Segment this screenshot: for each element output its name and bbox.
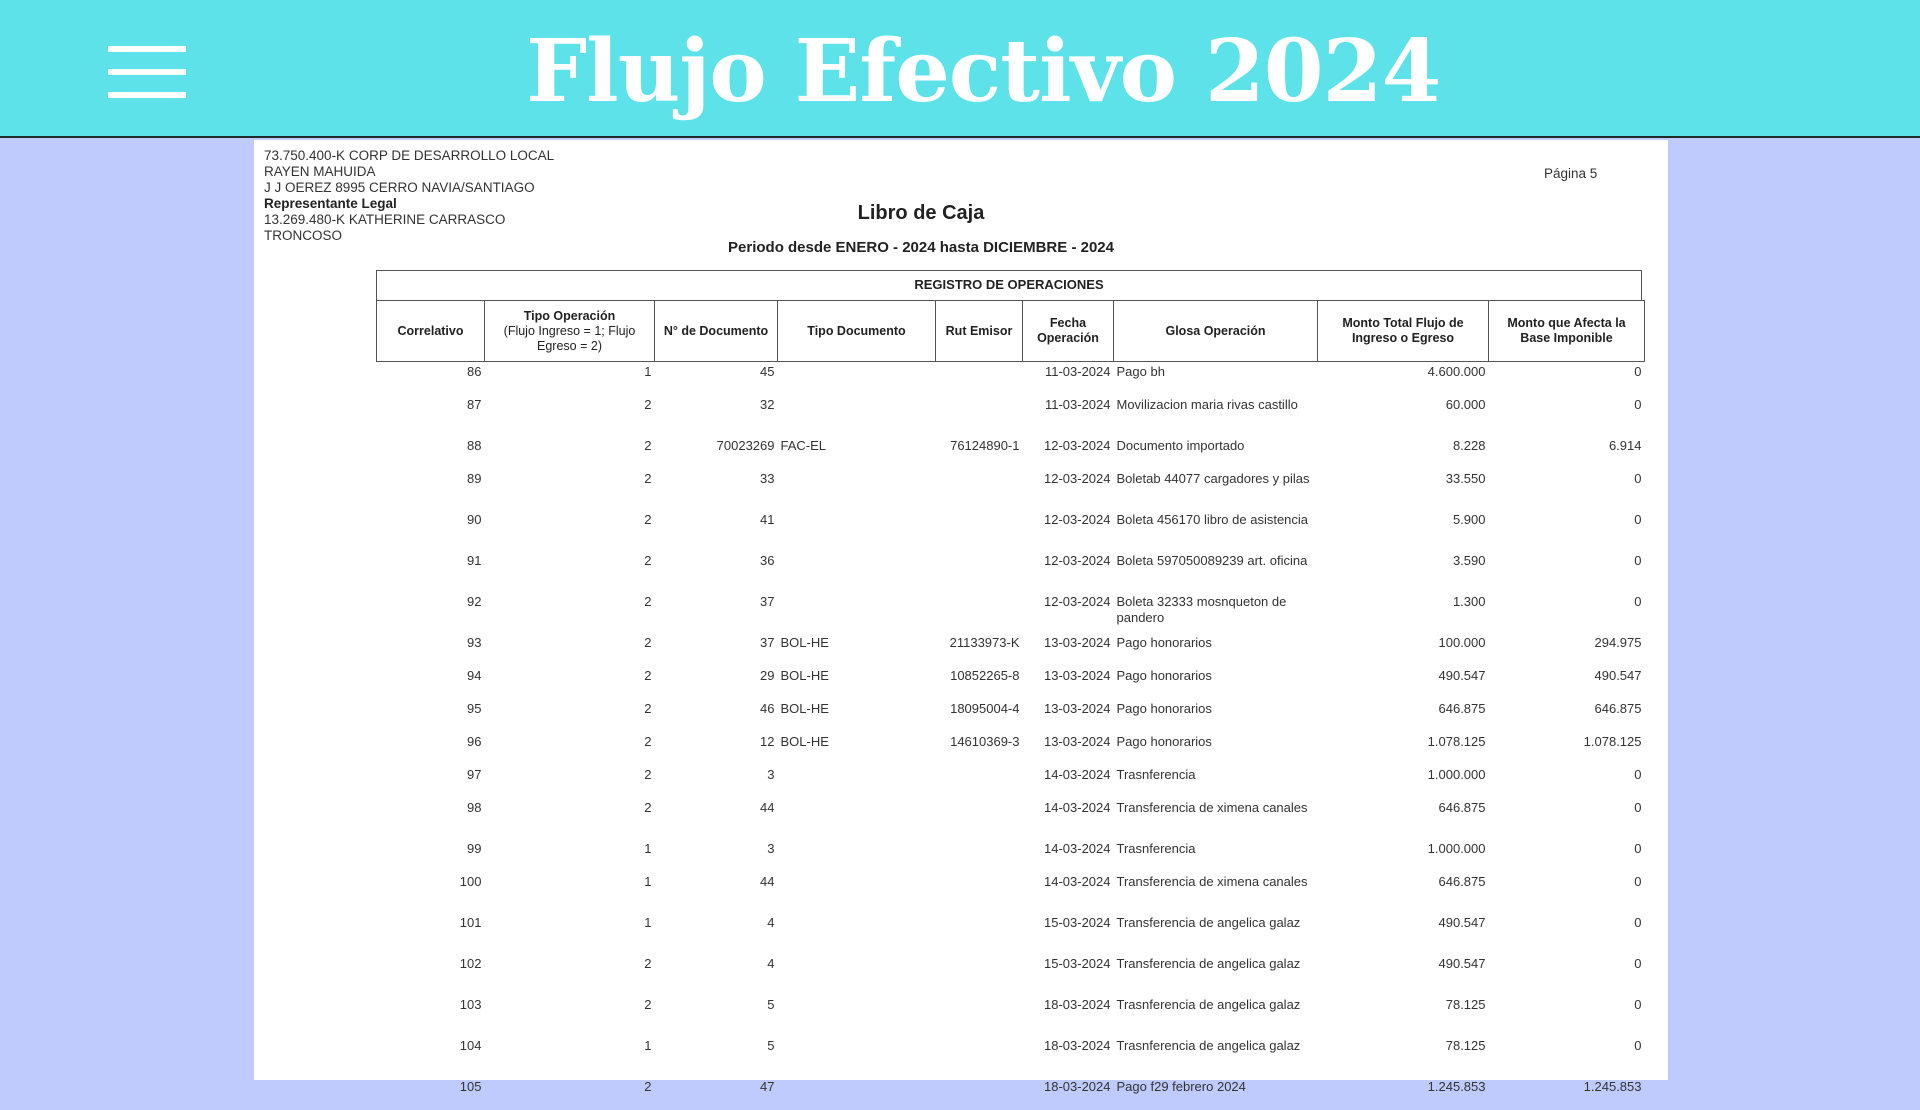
- cell-tipo-documento: [778, 913, 936, 954]
- cell-tipo-operacion: 1: [485, 1036, 655, 1077]
- cell-tipo-documento: [778, 839, 936, 872]
- cell-glosa-operacion: Pago f29 febrero 2024: [1114, 1077, 1318, 1110]
- table-row: [377, 765, 1645, 798]
- cell-monto-total: 1.078.125: [1318, 732, 1489, 765]
- col-n-documento: N° de Documento: [655, 301, 778, 362]
- cell-glosa-operacion: Movilizacion maria rivas castillo: [1114, 395, 1318, 436]
- cell-rut-emisor: 18095004-4: [936, 699, 1023, 732]
- cell-tipo-operacion: 1: [485, 872, 655, 913]
- cell-correlativo: 95: [377, 699, 485, 732]
- table-row: [377, 633, 1645, 666]
- cell-fecha-operacion: 12-03-2024: [1023, 510, 1114, 551]
- cell-correlativo: 102: [377, 954, 485, 995]
- legal-rep-line: TRONCOSO: [264, 228, 554, 244]
- cell-rut-emisor: 10852265-8: [936, 666, 1023, 699]
- cell-rut-emisor: [936, 839, 1023, 872]
- cell-glosa-operacion: Boleta 32333 mosnqueton de pandero: [1114, 592, 1318, 633]
- cell-tipo-documento: [778, 362, 936, 396]
- cell-glosa-operacion: Pago bh: [1114, 362, 1318, 396]
- cell-correlativo: 105: [377, 1077, 485, 1110]
- cell-rut-emisor: [936, 395, 1023, 436]
- cell-fecha-operacion: 18-03-2024: [1023, 1036, 1114, 1077]
- cell-tipo-operacion: 2: [485, 551, 655, 592]
- cell-glosa-operacion: Transferencia de ximena canales: [1114, 798, 1318, 839]
- cell-glosa-operacion: Trasnferencia de angelica galaz: [1114, 995, 1318, 1036]
- cell-rut-emisor: [936, 362, 1023, 396]
- cell-monto-total: 3.590: [1318, 551, 1489, 592]
- cell-correlativo: 88: [377, 436, 485, 469]
- col-correlativo: Correlativo: [377, 301, 485, 362]
- cell-rut-emisor: [936, 551, 1023, 592]
- table-body: [377, 362, 1645, 1110]
- cell-base-imponible: 0: [1489, 395, 1645, 436]
- table-row: [377, 551, 1645, 592]
- cell-rut-emisor: [936, 954, 1023, 995]
- cell-correlativo: 87: [377, 395, 485, 436]
- col-glosa-operacion: Glosa Operación: [1114, 301, 1318, 362]
- cell-n-documento: 29: [655, 666, 778, 699]
- col-monto-total: Monto Total Flujo de Ingreso o Egreso: [1318, 301, 1489, 362]
- cell-glosa-operacion: Boleta 456170 libro de asistencia: [1114, 510, 1318, 551]
- menu-bar: [108, 46, 186, 52]
- cell-n-documento: 41: [655, 510, 778, 551]
- cell-tipo-operacion: 1: [485, 839, 655, 872]
- col-rut-emisor: Rut Emisor: [936, 301, 1023, 362]
- cell-glosa-operacion: Boleta 597050089239 art. oficina: [1114, 551, 1318, 592]
- cell-monto-total: 490.547: [1318, 954, 1489, 995]
- cell-glosa-operacion: Trasnferencia: [1114, 765, 1318, 798]
- cell-base-imponible: 0: [1489, 510, 1645, 551]
- cell-tipo-documento: FAC-EL: [778, 436, 936, 469]
- cell-monto-total: 100.000: [1318, 633, 1489, 666]
- cell-fecha-operacion: 14-03-2024: [1023, 798, 1114, 839]
- cell-correlativo: 91: [377, 551, 485, 592]
- cell-base-imponible: 490.547: [1489, 666, 1645, 699]
- col-tipo-operacion-label: Tipo Operación: [487, 309, 652, 324]
- app-header: [0, 0, 1920, 138]
- cell-tipo-operacion: 2: [485, 699, 655, 732]
- cell-fecha-operacion: 15-03-2024: [1023, 954, 1114, 995]
- cell-tipo-operacion: 2: [485, 954, 655, 995]
- cell-base-imponible: 0: [1489, 995, 1645, 1036]
- cell-base-imponible: 0: [1489, 872, 1645, 913]
- table-row: [377, 872, 1645, 913]
- cell-tipo-documento: [778, 765, 936, 798]
- cell-n-documento: 3: [655, 765, 778, 798]
- cell-tipo-documento: [778, 954, 936, 995]
- section-title: REGISTRO DE OPERACIONES: [376, 270, 1642, 300]
- cell-n-documento: 45: [655, 362, 778, 396]
- cell-correlativo: 96: [377, 732, 485, 765]
- cell-fecha-operacion: 18-03-2024: [1023, 995, 1114, 1036]
- cell-fecha-operacion: 13-03-2024: [1023, 633, 1114, 666]
- menu-bar: [108, 69, 186, 75]
- menu-bar: [108, 92, 186, 98]
- table-row: [377, 436, 1645, 469]
- cell-tipo-documento: [778, 469, 936, 510]
- cell-n-documento: 46: [655, 699, 778, 732]
- table-row: [377, 839, 1645, 872]
- cell-base-imponible: 0: [1489, 954, 1645, 995]
- cell-tipo-documento: [778, 798, 936, 839]
- cell-tipo-operacion: 2: [485, 510, 655, 551]
- cell-monto-total: 60.000: [1318, 395, 1489, 436]
- cell-correlativo: 104: [377, 1036, 485, 1077]
- cell-fecha-operacion: 12-03-2024: [1023, 592, 1114, 633]
- cell-rut-emisor: [936, 510, 1023, 551]
- cell-tipo-documento: [778, 395, 936, 436]
- cell-rut-emisor: [936, 872, 1023, 913]
- cell-n-documento: 4: [655, 913, 778, 954]
- table-row: [377, 362, 1645, 396]
- cell-correlativo: 86: [377, 362, 485, 396]
- cell-correlativo: 99: [377, 839, 485, 872]
- cell-correlativo: 97: [377, 765, 485, 798]
- cell-tipo-documento: BOL-HE: [778, 732, 936, 765]
- cell-glosa-operacion: Pago honorarios: [1114, 732, 1318, 765]
- cell-rut-emisor: [936, 1036, 1023, 1077]
- cell-base-imponible: 0: [1489, 839, 1645, 872]
- cell-base-imponible: 0: [1489, 551, 1645, 592]
- cell-base-imponible: 6.914: [1489, 436, 1645, 469]
- cell-fecha-operacion: 13-03-2024: [1023, 699, 1114, 732]
- cell-base-imponible: 294.975: [1489, 633, 1645, 666]
- cell-monto-total: 490.547: [1318, 666, 1489, 699]
- document-period: Periodo desde ENERO - 2024 hasta DICIEMBRE - 2024: [254, 239, 1588, 256]
- cell-base-imponible: 0: [1489, 798, 1645, 839]
- cell-glosa-operacion: Trasnferencia de angelica galaz: [1114, 1036, 1318, 1077]
- cell-tipo-operacion: 2: [485, 592, 655, 633]
- cell-glosa-operacion: Transferencia de ximena canales: [1114, 872, 1318, 913]
- company-info: [264, 148, 554, 244]
- cell-monto-total: 78.125: [1318, 1036, 1489, 1077]
- table-row: [377, 469, 1645, 510]
- company-line: RAYEN MAHUIDA: [264, 164, 554, 180]
- cell-fecha-operacion: 11-03-2024: [1023, 395, 1114, 436]
- table-row: [377, 954, 1645, 995]
- cell-base-imponible: 1.245.853: [1489, 1077, 1645, 1110]
- cell-base-imponible: 0: [1489, 1036, 1645, 1077]
- table-row: [377, 798, 1645, 839]
- cell-glosa-operacion: Pago honorarios: [1114, 633, 1318, 666]
- cell-monto-total: 8.228: [1318, 436, 1489, 469]
- table-row: [377, 699, 1645, 732]
- cell-monto-total: 646.875: [1318, 699, 1489, 732]
- cell-n-documento: 5: [655, 1036, 778, 1077]
- cell-tipo-operacion: 2: [485, 633, 655, 666]
- cell-glosa-operacion: Pago honorarios: [1114, 666, 1318, 699]
- cell-rut-emisor: [936, 469, 1023, 510]
- cell-fecha-operacion: 12-03-2024: [1023, 436, 1114, 469]
- cell-rut-emisor: [936, 592, 1023, 633]
- cell-correlativo: 93: [377, 633, 485, 666]
- cell-correlativo: 103: [377, 995, 485, 1036]
- cell-base-imponible: 646.875: [1489, 699, 1645, 732]
- cell-n-documento: 3: [655, 839, 778, 872]
- legal-rep-line: 13.269.480-K KATHERINE CARRASCO: [264, 212, 554, 228]
- cell-tipo-operacion: 2: [485, 395, 655, 436]
- cell-glosa-operacion: Pago honorarios: [1114, 699, 1318, 732]
- cell-monto-total: 490.547: [1318, 913, 1489, 954]
- cell-monto-total: 5.900: [1318, 510, 1489, 551]
- cell-tipo-operacion: 2: [485, 765, 655, 798]
- cell-tipo-operacion: 1: [485, 362, 655, 396]
- cell-n-documento: 37: [655, 592, 778, 633]
- cell-monto-total: 646.875: [1318, 872, 1489, 913]
- cell-tipo-operacion: 1: [485, 913, 655, 954]
- cell-fecha-operacion: 14-03-2024: [1023, 872, 1114, 913]
- table-row: [377, 1036, 1645, 1077]
- cell-tipo-documento: [778, 510, 936, 551]
- cell-base-imponible: 1.078.125: [1489, 732, 1645, 765]
- cell-tipo-operacion: 2: [485, 1077, 655, 1110]
- cell-tipo-documento: [778, 592, 936, 633]
- table-row: [377, 732, 1645, 765]
- cell-base-imponible: 0: [1489, 592, 1645, 633]
- cell-n-documento: 44: [655, 872, 778, 913]
- legal-rep-label: Representante Legal: [264, 196, 554, 212]
- cell-tipo-documento: [778, 1077, 936, 1110]
- cell-tipo-operacion: 2: [485, 732, 655, 765]
- company-line: J J OEREZ 8995 CERRO NAVIA/SANTIAGO: [264, 180, 554, 196]
- cell-rut-emisor: [936, 798, 1023, 839]
- table-row: [377, 395, 1645, 436]
- cell-monto-total: 646.875: [1318, 798, 1489, 839]
- cell-rut-emisor: [936, 913, 1023, 954]
- cell-tipo-documento: [778, 872, 936, 913]
- cell-fecha-operacion: 12-03-2024: [1023, 551, 1114, 592]
- cell-base-imponible: 0: [1489, 765, 1645, 798]
- document-title: Libro de Caja: [254, 202, 1588, 225]
- col-tipo-operacion-sub: (Flujo Ingreso = 1; Flujo Egreso = 2): [487, 324, 652, 354]
- table-row: [377, 510, 1645, 551]
- cell-fecha-operacion: 14-03-2024: [1023, 839, 1114, 872]
- table-row: [377, 995, 1645, 1036]
- table-row: [377, 592, 1645, 633]
- cell-fecha-operacion: 14-03-2024: [1023, 765, 1114, 798]
- cell-n-documento: 36: [655, 551, 778, 592]
- cell-monto-total: 1.000.000: [1318, 839, 1489, 872]
- cell-monto-total: 1.245.853: [1318, 1077, 1489, 1110]
- cell-tipo-operacion: 2: [485, 469, 655, 510]
- col-base-imponible: Monto que Afecta la Base Imponible: [1489, 301, 1645, 362]
- cell-glosa-operacion: Documento importado: [1114, 436, 1318, 469]
- cell-tipo-operacion: 2: [485, 798, 655, 839]
- table-row: [377, 666, 1645, 699]
- cell-glosa-operacion: Boletab 44077 cargadores y pilas: [1114, 469, 1318, 510]
- page-number: Página 5: [1544, 166, 1597, 181]
- cell-base-imponible: 0: [1489, 913, 1645, 954]
- cell-fecha-operacion: 15-03-2024: [1023, 913, 1114, 954]
- cell-glosa-operacion: Transferencia de angelica galaz: [1114, 954, 1318, 995]
- cell-n-documento: 5: [655, 995, 778, 1036]
- company-line: 73.750.400-K CORP DE DESARROLLO LOCAL: [264, 148, 554, 164]
- cell-tipo-documento: [778, 1036, 936, 1077]
- cell-glosa-operacion: Transferencia de angelica galaz: [1114, 913, 1318, 954]
- cell-tipo-operacion: 2: [485, 666, 655, 699]
- cell-correlativo: 100: [377, 872, 485, 913]
- cell-rut-emisor: 76124890-1: [936, 436, 1023, 469]
- cell-tipo-operacion: 2: [485, 995, 655, 1036]
- cell-monto-total: 1.300: [1318, 592, 1489, 633]
- cell-n-documento: 37: [655, 633, 778, 666]
- operations-table: [376, 300, 1645, 1110]
- cell-glosa-operacion: Trasnferencia: [1114, 839, 1318, 872]
- cell-n-documento: 44: [655, 798, 778, 839]
- cell-n-documento: 4: [655, 954, 778, 995]
- cell-correlativo: 92: [377, 592, 485, 633]
- document-page[interactable]: [254, 140, 1668, 1080]
- cell-fecha-operacion: 13-03-2024: [1023, 666, 1114, 699]
- cell-rut-emisor: [936, 765, 1023, 798]
- cell-tipo-documento: BOL-HE: [778, 666, 936, 699]
- cell-n-documento: 33: [655, 469, 778, 510]
- page-title: Flujo Efectivo 2024: [526, 22, 1426, 122]
- cell-base-imponible: 0: [1489, 362, 1645, 396]
- cell-correlativo: 89: [377, 469, 485, 510]
- cell-n-documento: 12: [655, 732, 778, 765]
- cell-correlativo: 98: [377, 798, 485, 839]
- cell-fecha-operacion: 12-03-2024: [1023, 469, 1114, 510]
- cell-monto-total: 33.550: [1318, 469, 1489, 510]
- cell-rut-emisor: 14610369-3: [936, 732, 1023, 765]
- col-tipo-operacion: [485, 301, 655, 362]
- cell-fecha-operacion: 18-03-2024: [1023, 1077, 1114, 1110]
- col-tipo-documento: Tipo Documento: [778, 301, 936, 362]
- cell-rut-emisor: [936, 1077, 1023, 1110]
- cell-monto-total: 4.600.000: [1318, 362, 1489, 396]
- cell-fecha-operacion: 13-03-2024: [1023, 732, 1114, 765]
- col-fecha-operacion: Fecha Operación: [1023, 301, 1114, 362]
- cell-monto-total: 1.000.000: [1318, 765, 1489, 798]
- cell-monto-total: 78.125: [1318, 995, 1489, 1036]
- cell-base-imponible: 0: [1489, 469, 1645, 510]
- cell-tipo-documento: [778, 551, 936, 592]
- table-row: [377, 913, 1645, 954]
- cell-correlativo: 101: [377, 913, 485, 954]
- cell-n-documento: 32: [655, 395, 778, 436]
- table-header-row: [377, 301, 1645, 362]
- table-row: [377, 1077, 1645, 1110]
- cell-tipo-documento: [778, 995, 936, 1036]
- cell-rut-emisor: 21133973-K: [936, 633, 1023, 666]
- cell-rut-emisor: [936, 995, 1023, 1036]
- cell-correlativo: 90: [377, 510, 485, 551]
- cell-n-documento: 70023269: [655, 436, 778, 469]
- cell-n-documento: 47: [655, 1077, 778, 1110]
- cell-fecha-operacion: 11-03-2024: [1023, 362, 1114, 396]
- cell-correlativo: 94: [377, 666, 485, 699]
- cell-tipo-documento: BOL-HE: [778, 699, 936, 732]
- hamburger-menu-icon[interactable]: [108, 46, 186, 98]
- cell-tipo-operacion: 2: [485, 436, 655, 469]
- cell-tipo-documento: BOL-HE: [778, 633, 936, 666]
